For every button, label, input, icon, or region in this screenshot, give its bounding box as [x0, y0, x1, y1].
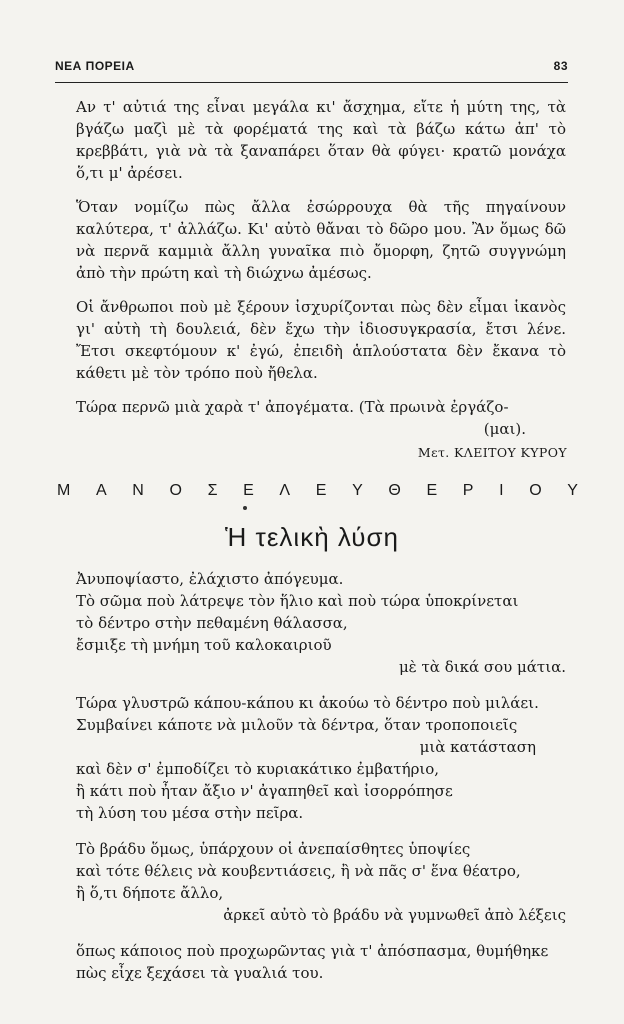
author-letter: Λ [279, 482, 292, 499]
running-head [55, 59, 568, 73]
poem-line: καὶ δὲν σ' ἐμποδίζει τὸ κυριακάτικο ἐμβατήριο, [76, 760, 440, 778]
author-letter: Ν [132, 482, 145, 499]
author-letter: Ε [426, 482, 439, 499]
poem-line: πὼς εἶχε ξεχάσει τὰ γυαλιά του. [76, 964, 324, 982]
author-letter: Υ [567, 482, 579, 499]
prose-continuation: (μαι). [483, 420, 526, 438]
author-letter: Σ [207, 482, 219, 499]
poem-line: Τώρα γλυστρῶ κάπου-κάπου κι ἀκούω τὸ δέντρο ποὺ μιλάει. [76, 694, 539, 712]
author-letter: Ε [315, 482, 328, 499]
prose-text [76, 96, 566, 440]
poem-line: Τὸ βράδυ ὅμως, ὑπάρχουν οἱ ἀνεπαίσθητες ὑποψίες [76, 840, 471, 858]
prose-paragraph: Οἱ ἄνθρωποι ποὺ μὲ ξέρουν ἰσχυρίζονται πὼς δὲν εἶμαι ἱκανὸς γι' αὐτὴ τὴ δουλειά, δὲν ἔχω τὴν ἰδιοσυγκρασία, ἔτσι λένε. Ἔτσι σκεφτόμουν κ' ἐγώ, ἐπειδὴ ἁπλούστατα δὲν ἔκανα τὸ κάθετι μὲ τὸν τρόπο ποὺ ἤθελα. [76, 298, 566, 382]
poem-line: ἀρκεῖ αὐτὸ τὸ βράδυ νὰ γυμνωθεῖ ἀπὸ λέξεις [223, 906, 566, 924]
poem-body [76, 568, 566, 984]
prose-paragraph: Ὅταν νομίζω πὼς ἄλλα ἐσώρρουχα θὰ τῆς πηγαίνουν καλύτερα, τ' ἀλλάζω. Κι' αὐτὸ θἄναι τὸ δῶρο μου. Ἂν ὅμως δῶ νὰ περνᾶ καμμιὰ ἄλλη γυναῖκα πιὸ ὄμορφη, ζητῶ συγγνώμη ἀπὸ τὴν πρώτη καὶ τὴ διώχνω ἀμέσως. [76, 198, 566, 282]
author-letter: Θ [388, 482, 402, 499]
poem-line: Συμβαίνει κάποτε νὰ μιλοῦν τὰ δέντρα, ὅταν τροποποιεῖς [76, 716, 518, 734]
poem-line: τὸ δέντρο στὴν πεθαμένη θάλασσα, [76, 614, 348, 632]
poem-line: ὅπως κάποιος ποὺ προχωρῶντας γιὰ τ' ἀπόσπασμα, θυμήθηκε [76, 942, 549, 960]
poem-line: ἢ κάτι ποὺ ἦταν ἄξιο ν' ἀγαπηθεῖ καὶ ἰσορρόπησε [76, 782, 453, 800]
poem-line: καὶ τότε θέλεις νὰ κουβεντιάσεις, ἢ νὰ πᾶς σ' ἕνα θέατρο, [76, 862, 521, 880]
poem-line: ἔσμιξε τὴ μνήμη τοῦ καλοκαιριοῦ [76, 636, 332, 654]
poem-line: μὲ τὰ δικά σου μάτια. [398, 658, 566, 676]
prose-paragraph: Τώρα περνῶ μιὰ χαρὰ τ' ἀπογέματα. (Τὰ πρωινὰ ἐργάζο- [76, 398, 509, 416]
poem-line: τὴ λύση του μέσα στὴν πεῖρα. [76, 804, 304, 822]
poem-line: μιὰ κατάσταση [419, 738, 536, 756]
author-letter: Ε [243, 482, 255, 499]
poem-title: Ἡ τελικὴ λύση [225, 522, 399, 552]
prose-paragraph: Αν τ' αὐτιά της εἶναι μεγάλα κι' ἄσχημα, εἴτε ἡ μύτη της, τὰ βγάζω μαζὶ μὲ τὰ φορέματά της καὶ τὰ βάζω κάτω ἀπ' τὸ κρεββάτι, γιὰ νὰ τὰ ξαναπάρει ὅταν θὰ φύγει· κρατῶ μονάχα ὅ,τι μ' ἀρέσει. [76, 98, 566, 182]
page-number: 83 [553, 59, 568, 73]
poem-line: ἢ ὅ,τι δήποτε ἄλλο, [76, 884, 224, 902]
author-letter: Α [95, 482, 108, 499]
journal-title: ΝΕΑ ΠΟΡΕΙΑ [55, 59, 135, 73]
ornament-dot [243, 506, 247, 510]
translator-credit: Μετ. ΚΛΕΙΤΟΥ ΚΥΡΟΥ [417, 445, 567, 460]
poem-line: Ἀνυποψίαστο, ἐλάχιστο ἀπόγευμα. [76, 570, 344, 588]
header-rule [55, 82, 568, 83]
author-letter: Μ [57, 482, 72, 499]
author-letter: Ο [169, 482, 183, 499]
author-letter: Ι [499, 482, 505, 499]
poem-line: Τὸ σῶμα ποὺ λάτρεψε τὸν ἥλιο καὶ ποὺ τώρα ὑποκρίνεται [76, 592, 519, 610]
author-name [57, 482, 579, 500]
author-letter: Ρ [462, 482, 475, 499]
author-letter: Ο [529, 482, 543, 499]
author-letter: Υ [352, 482, 364, 499]
